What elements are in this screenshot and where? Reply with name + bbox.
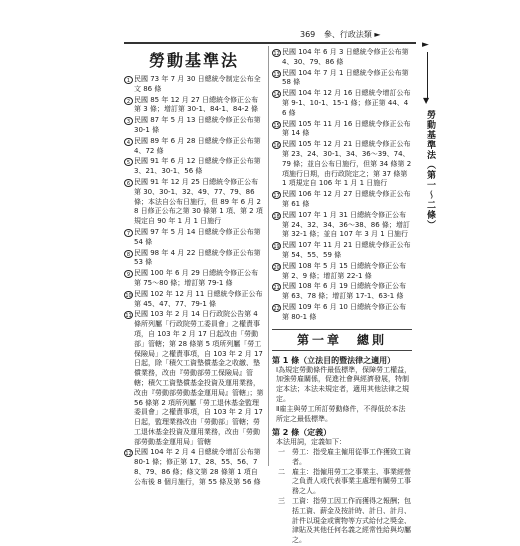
history-item [272,69,412,89]
amendment-number-icon: 10 [125,292,132,299]
history-text: 民國 105 年 12 月 21 日總統令修正公布第 23、24、30-1、34、36～39、74、79 條；並自公布日施行，但第 34 條第 2 項施行日期，由行政院定之；第 37 條第 1 項規定自 106 年 1 月 1 日施行 [282,140,412,188]
definition-item [278,448,412,468]
definition-text: 勞工：指受雇主僱用從事工作獲致工資者。 [292,448,411,466]
history-item [124,269,264,289]
history-text: 民國 104 年 2 月 4 日總統令增訂公布第 80-1 條；修正第 17、28、55、56、78、79、86 條；條文第 28 條第 1 項自公布後 8 個月施行，第 55 條及第 56 條 [134,448,261,486]
amendment-number-icon: 8 [124,250,133,258]
history-item [272,140,412,189]
column-divider [268,46,269,466]
history-item [272,262,412,282]
history-text: 民國 73 年 7 月 30 日總統令制定公布全文 86 條 [134,75,261,93]
right-column [272,48,412,546]
amendment-number-icon: 13 [273,71,280,78]
history-item [272,211,412,240]
amendment-number-icon: 7 [124,229,133,237]
history-text: 民國 85 年 12 月 27 日總統令修正公布第 3 條；增訂第 30-1、84-1、84-2 條 [134,95,259,114]
history-text: 民國 108 年 5 月 15 日總統令修正公布第 2、9 條；增訂第 22-1 條 [282,261,407,280]
history-item [124,178,264,227]
history-text: 民國 107 年 11 月 21 日總統令修正公布第 54、55、59 條 [282,241,411,259]
history-text: 民國 108 年 6 月 19 日總統令修正公布第 63、78 條；增訂第 17-1、63-1 條 [282,282,407,301]
amendment-number-icon: 1 [124,76,133,84]
history-text: 民國 89 年 6 月 28 日總統令修正公布第 4、72 條 [134,136,261,155]
chapter-heading: 第一章 總則 [272,329,412,351]
history-text: 民國 91 年 6 月 12 日總統令修正公布第 3、21、30-1、56 條 [134,157,261,176]
amendment-number-icon: 14 [273,92,280,99]
amendment-number-icon: 4 [124,138,133,146]
amendment-number-icon: 2 [124,97,133,105]
amendment-history-left [124,75,264,488]
side-thumb-tab [420,40,440,300]
law-title: 勞動基準法 [148,51,239,70]
history-item [272,120,412,140]
article-1-paragraph: Ⅱ雇主與勞工所訂勞動條件，不得低於本法所定之最低標準。 [276,404,406,423]
history-text: 民國 106 年 12 月 27 日總統令修正公布第 61 條 [282,190,411,208]
history-text: 民國 107 年 1 月 31 日總統令修正公布第 24、32、34、36～38、86 條；增訂第 32-1 條；並自 107 年 3 月 1 日施行 [282,210,410,239]
running-header [300,29,410,41]
history-text: 民國 104 年 6 月 3 日總統令修正公布第 4、30、79、86 條 [282,48,409,66]
definition-number: 二 [278,467,285,476]
amendment-number-icon: 19 [273,244,280,251]
history-text: 民國 103 年 2 月 14 日行政院公告第 4 條所列屬「行政院勞工委員會」之權責事項，自 103 年 2 月 17 日起改由「勞動部」管轄；第 28 條第 5 項所列屬「勞工保險局」之權責事項，自 103 年 2 月 17 日起，除「積欠工資墊償基金之收繳、墊償業務，改由『勞動部勞工保險局』管轄；積欠工資墊償基金投資及運用業務，改由『勞動部勞動基金運用局』管轄」；第 56 條第 2 項所列屬「勞工退休基金監理委員會」之權責事項，自 103 年 2 月 17 日起，監理業務改由「勞動部」管轄；勞工退休基金投資及運用業務，改由「勞動部勞動基金運用局」管轄 [134,310,264,446]
amendment-number-icon: 20 [273,264,280,271]
amendment-history-right [272,48,412,323]
tab-arrow-down-icon: ▼ [423,96,430,105]
history-item [272,89,412,118]
amendment-number-icon: 18 [273,213,280,220]
history-item [124,310,264,447]
tab-guide-line [427,52,428,100]
article-1 [272,355,412,425]
article-2-intro: 本法用詞，定義如下： [276,438,346,447]
amendment-number-icon: 15 [273,122,280,129]
history-text: 民國 97 年 5 月 14 日總統令修正公布第 54 條 [134,227,261,246]
history-item [272,48,412,68]
amendment-number-icon: 16 [273,143,280,150]
amendment-number-icon: 5 [124,158,133,166]
amendment-number-icon: 6 [124,179,133,187]
history-text: 民國 87 年 5 月 13 日總統令修正公布第 30-1 條 [134,116,261,134]
header-arrow-icon: ► [374,30,381,39]
history-item [272,190,412,210]
history-item [124,96,264,116]
article-2 [272,427,412,546]
history-text: 民國 91 年 12 月 25 日總統令修正公布第 30、30-1、32、49、77、79、86 條；本法自公布日施行，但 89 年 6 月 28 日修正公布之第 30 條第 1 項、第 2 項規定自 90 年 1 月 1 日施行 [134,177,263,226]
definition-item [278,497,412,546]
history-item [124,290,264,310]
history-item [124,249,264,269]
history-text: 民國 109 年 6 月 10 日總統令修正公布第 80-1 條 [282,302,407,321]
definition-number: 三 [278,497,285,506]
left-column [124,48,264,489]
article-1-heading: 第 1 條（立法目的暨法律之適用） [272,355,396,365]
history-text: 民國 104 年 12 月 16 日總統令增訂公布第 9-1、10-1、15-1 條；修正第 44、46 條 [282,89,411,117]
history-item [272,282,412,302]
amendment-number-icon: 11 [125,313,132,320]
amendment-number-icon: 3 [124,117,133,125]
header-rule [124,42,416,44]
history-item [124,157,264,177]
tab-label: 勞動基準法（第一～二條） [425,110,435,230]
history-item [272,303,412,323]
amendment-number-icon: 9 [124,270,133,278]
history-text: 民國 98 年 4 月 22 日總統令修正公布第 53 條 [134,248,261,267]
history-text: 民國 104 年 7 月 1 日總統令修正公布第 58 條 [282,68,409,87]
history-text: 民國 100 年 6 月 29 日總統令修正公布第 75～80 條；增訂第 79-1 條 [134,269,259,287]
section-title: 參、行政法類 [323,30,372,39]
history-item [124,137,264,157]
amendment-number-icon: 17 [273,193,280,200]
tab-arrow-right-icon: ► [422,40,429,50]
history-item [124,448,264,487]
definition-item [278,468,412,497]
amendment-number-icon: 12 [125,451,132,458]
definition-text: 工資：指勞工因工作而獲得之報酬；包括工資、薪金及按計時、計日、計月、計件以現金或實物等方式給付之獎金、津貼及其他任何名義之經常性給與均屬之。 [292,497,411,545]
amendment-number-icon: 21 [273,285,280,292]
definition-number: 一 [278,448,285,457]
page-number: 369 [300,30,316,39]
amendment-number-icon: 12 [273,51,280,57]
history-item [124,116,264,136]
history-item [124,75,264,95]
history-text: 民國 105 年 11 月 16 日總統令修正公布第 14 條 [282,119,411,138]
history-item [124,228,264,248]
article-1-paragraph: Ⅰ為規定勞動條件最低標準，保障勞工權益，加強勞雇關係，促進社會與經濟發展，特制定本法；本法未規定者，適用其他法律之規定。 [276,365,412,403]
definition-text: 雇主：指僱用勞工之事業主、事業經營之負責人或代表事業主處理有關勞工事務之人。 [292,467,411,496]
article-2-heading: 第 2 條（定義） [272,428,332,438]
history-item [272,241,412,261]
history-text: 民國 102 年 12 月 11 日總統令修正公布第 45、47、77、79-1 條 [134,289,263,308]
amendment-number-icon: 22 [273,305,280,312]
